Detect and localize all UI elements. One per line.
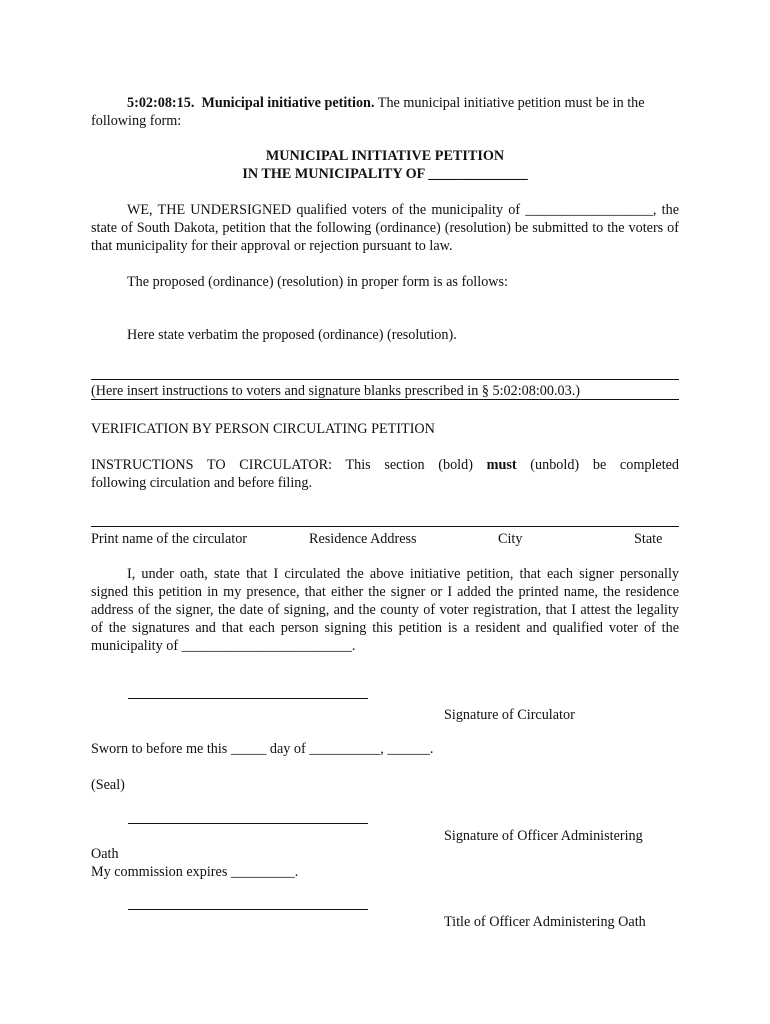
sworn-text: Sworn to before me this _____ day of __________, ______. bbox=[91, 741, 434, 757]
oath-word: Oath bbox=[91, 846, 119, 862]
petition-title: MUNICIPAL INITIATIVE PETITION bbox=[265, 148, 505, 164]
oath-paragraph: I, under oath, state that I circulated the above initiative petition, that each signer personally signed this petition in my presence, that either the signer or I added the printed name, the residence address of the signer, the date of signing, and the county of voter registration, that I attest the legality of the signatures and that each person signing this petition is a resident and qualified voter of the municipality of ________________________. bbox=[91, 566, 679, 654]
officer-signature-line bbox=[128, 823, 368, 824]
commission-text: My commission expires _________. bbox=[91, 864, 299, 880]
field-state-label: State bbox=[634, 531, 663, 547]
instructions-before: INSTRUCTIONS TO CIRCULATOR: This section (bold) bbox=[91, 457, 473, 473]
field-name-label: Print name of the circulator bbox=[91, 531, 248, 547]
proposed-text: The proposed (ordinance) (resolution) in proper form is as follows: bbox=[127, 274, 508, 290]
instructions-bold: must bbox=[486, 457, 517, 473]
insert-instructions: (Here insert instructions to voters and signature blanks prescribed in § 5:02:08:00.03.) bbox=[91, 383, 580, 399]
circulator-instructions bbox=[91, 456, 679, 474]
signature-circulator-label: Signature of Circulator bbox=[444, 707, 575, 723]
intro-text: The municipal initiative petition must be in the following form: bbox=[91, 95, 645, 129]
officer-title-line bbox=[128, 909, 368, 910]
section-number: 5:02:08:15. bbox=[127, 95, 195, 111]
title-officer-label: Title of Officer Administering Oath bbox=[444, 914, 646, 930]
circulator-rule bbox=[91, 526, 679, 527]
instructions-after: (unbold) be completed bbox=[530, 457, 680, 473]
top-rule bbox=[91, 379, 679, 380]
undersigned-paragraph: WE, THE UNDERSIGNED qualified voters of the municipality of __________________, the state of South Dakota, petition that the following (ordinance) (resolution) be submitted to the voters of that municipality for their approval or rejection pursuant to law. bbox=[91, 202, 679, 254]
section-title: Municipal initiative petition. bbox=[201, 95, 375, 111]
intro-paragraph bbox=[91, 94, 679, 130]
verification-heading: VERIFICATION BY PERSON CIRCULATING PETITION bbox=[91, 421, 435, 437]
seal-text: (Seal) bbox=[91, 777, 125, 793]
field-city-label: City bbox=[498, 531, 523, 547]
petition-subtitle: IN THE MUNICIPALITY OF ______________ bbox=[242, 166, 528, 182]
verbatim-text: Here state verbatim the proposed (ordinance) (resolution). bbox=[127, 327, 457, 343]
field-address-label: Residence Address bbox=[309, 531, 417, 547]
signature-officer-label: Signature of Officer Administering bbox=[444, 828, 643, 844]
circulator-signature-line bbox=[128, 698, 368, 699]
instructions-line2: following circulation and before filing. bbox=[91, 475, 313, 491]
bottom-rule bbox=[91, 399, 679, 400]
